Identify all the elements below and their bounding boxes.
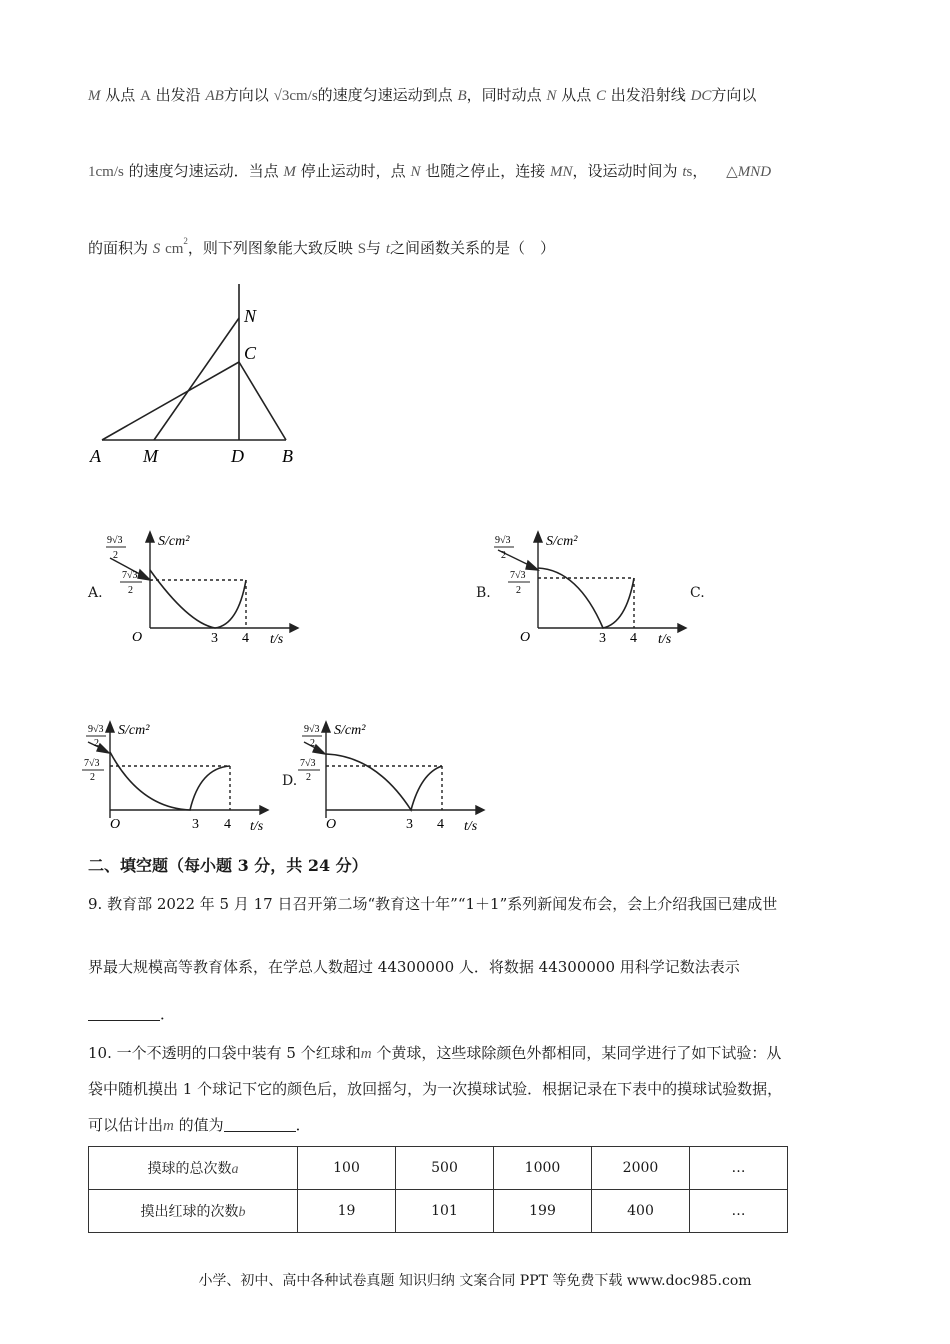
svg-text:t/s: t/s [250,819,264,834]
q9-line-1: 9. 教育部 2022 年 5 月 17 日召开第二场“教育这十年”“1＋1”系列新闻发布会，会上介绍我国已建成世 [88,895,778,913]
svg-text:2: 2 [128,585,133,596]
svg-text:S/cm²: S/cm² [546,534,578,549]
svg-text:t/s: t/s [464,819,478,834]
option-d-graph[interactable] [296,718,496,838]
option-a-label[interactable]: A. [88,585,103,601]
svg-text:9√3: 9√3 [88,724,104,735]
label-c: C [244,343,257,363]
label-n: N [244,306,257,326]
q10-line-3: 可以估计出m 的值为 ． [88,1116,311,1134]
label-d: D [231,446,244,466]
svg-text:2: 2 [501,550,506,561]
q9-line-2: 界最大规模高等教育体系，在学总人数超过 44300000 人．将数据 44300000 用科学记数法表示 [88,958,740,976]
svg-text:7√3: 7√3 [84,758,100,769]
option-c-label[interactable]: C. [690,585,705,601]
svg-text:7√3: 7√3 [510,570,526,581]
svg-text:S/cm²: S/cm² [158,534,190,549]
svg-text:9√3: 9√3 [304,724,320,735]
q10-answer-blank[interactable] [224,1117,296,1132]
footer-text: 小学、初中、高中各种试卷真题 知识归纳 文案合同 PPT 等免费下载 www.doc985.com [198,1273,752,1289]
option-b-graph[interactable] [488,528,688,648]
svg-text:3: 3 [192,817,199,832]
svg-text:9√3: 9√3 [495,535,511,546]
q10-line-1: 10. 一个不透明的口袋中装有 5 个红球和m 个黄球，这些球除颜色外都相同，某同学进行了如下试验：从 [88,1044,782,1062]
q9-answer: ． [88,1003,175,1024]
option-c-graph[interactable] [80,718,280,838]
svg-text:4: 4 [224,817,231,832]
svg-text:2: 2 [306,772,311,783]
option-a-graph[interactable] [100,528,300,648]
table-row: 摸球的总次数a 100 500 1000 2000 … [89,1147,788,1190]
svg-text:2: 2 [90,772,95,783]
svg-text:7√3: 7√3 [300,758,316,769]
svg-text:4: 4 [437,817,444,832]
svg-text:O: O [132,630,143,645]
svg-text:O: O [110,817,121,832]
label-a: A [90,446,101,466]
svg-text:9√3: 9√3 [107,535,123,546]
label-m: M [143,446,158,466]
section-heading: 二、填空题（每小题 3 分，共 24 分） [88,856,368,875]
label-b: B [282,446,293,466]
svg-text:3: 3 [406,817,413,832]
q10-line-2: 袋中随机摸出 1 个球记下它的颜色后，放回摇匀，为一次摸球试验．根据记录在下表中的摸球试验数据， [88,1080,783,1098]
svg-text:t/s: t/s [658,632,672,647]
problem-line-1: M 从点 A 出发沿 AB方向以 √3cm/s的速度匀速运动到点 B，同时动点 N 从点 C 出发沿射线 DC方向以 [88,86,757,104]
experiment-table [88,1146,788,1233]
svg-text:4: 4 [242,631,249,646]
problem-line-3: 的面积为 S $cm^2$，则下列图象能大致反映 S与 t之间函数关系的是（ ） [88,236,556,257]
svg-text:O: O [326,817,337,832]
svg-text:t/s: t/s [270,632,284,647]
svg-text:7√3: 7√3 [122,570,138,581]
svg-text:S/cm²: S/cm² [118,723,150,738]
svg-text:3: 3 [211,631,218,646]
option-d-label[interactable]: D. [282,773,298,789]
svg-text:2: 2 [113,550,118,561]
svg-text:S/cm²: S/cm² [334,723,366,738]
geometry-figure [86,280,316,470]
svg-text:2: 2 [94,738,99,749]
svg-text:2: 2 [516,585,521,596]
svg-text:2: 2 [310,738,315,749]
table-row: 摸出红球的次数b 19 101 199 400 … [89,1190,788,1233]
option-b-label[interactable]: B. [476,585,491,601]
q9-answer-blank[interactable] [88,1006,160,1021]
svg-text:4: 4 [630,631,637,646]
svg-text:3: 3 [599,631,606,646]
problem-line-2: 1cm/s 的速度匀速运动．当点 M 停止运动时，点 N 也随之停止，连接 MN，设运动时间为 ts， △MND [88,162,772,180]
svg-text:O: O [520,630,531,645]
